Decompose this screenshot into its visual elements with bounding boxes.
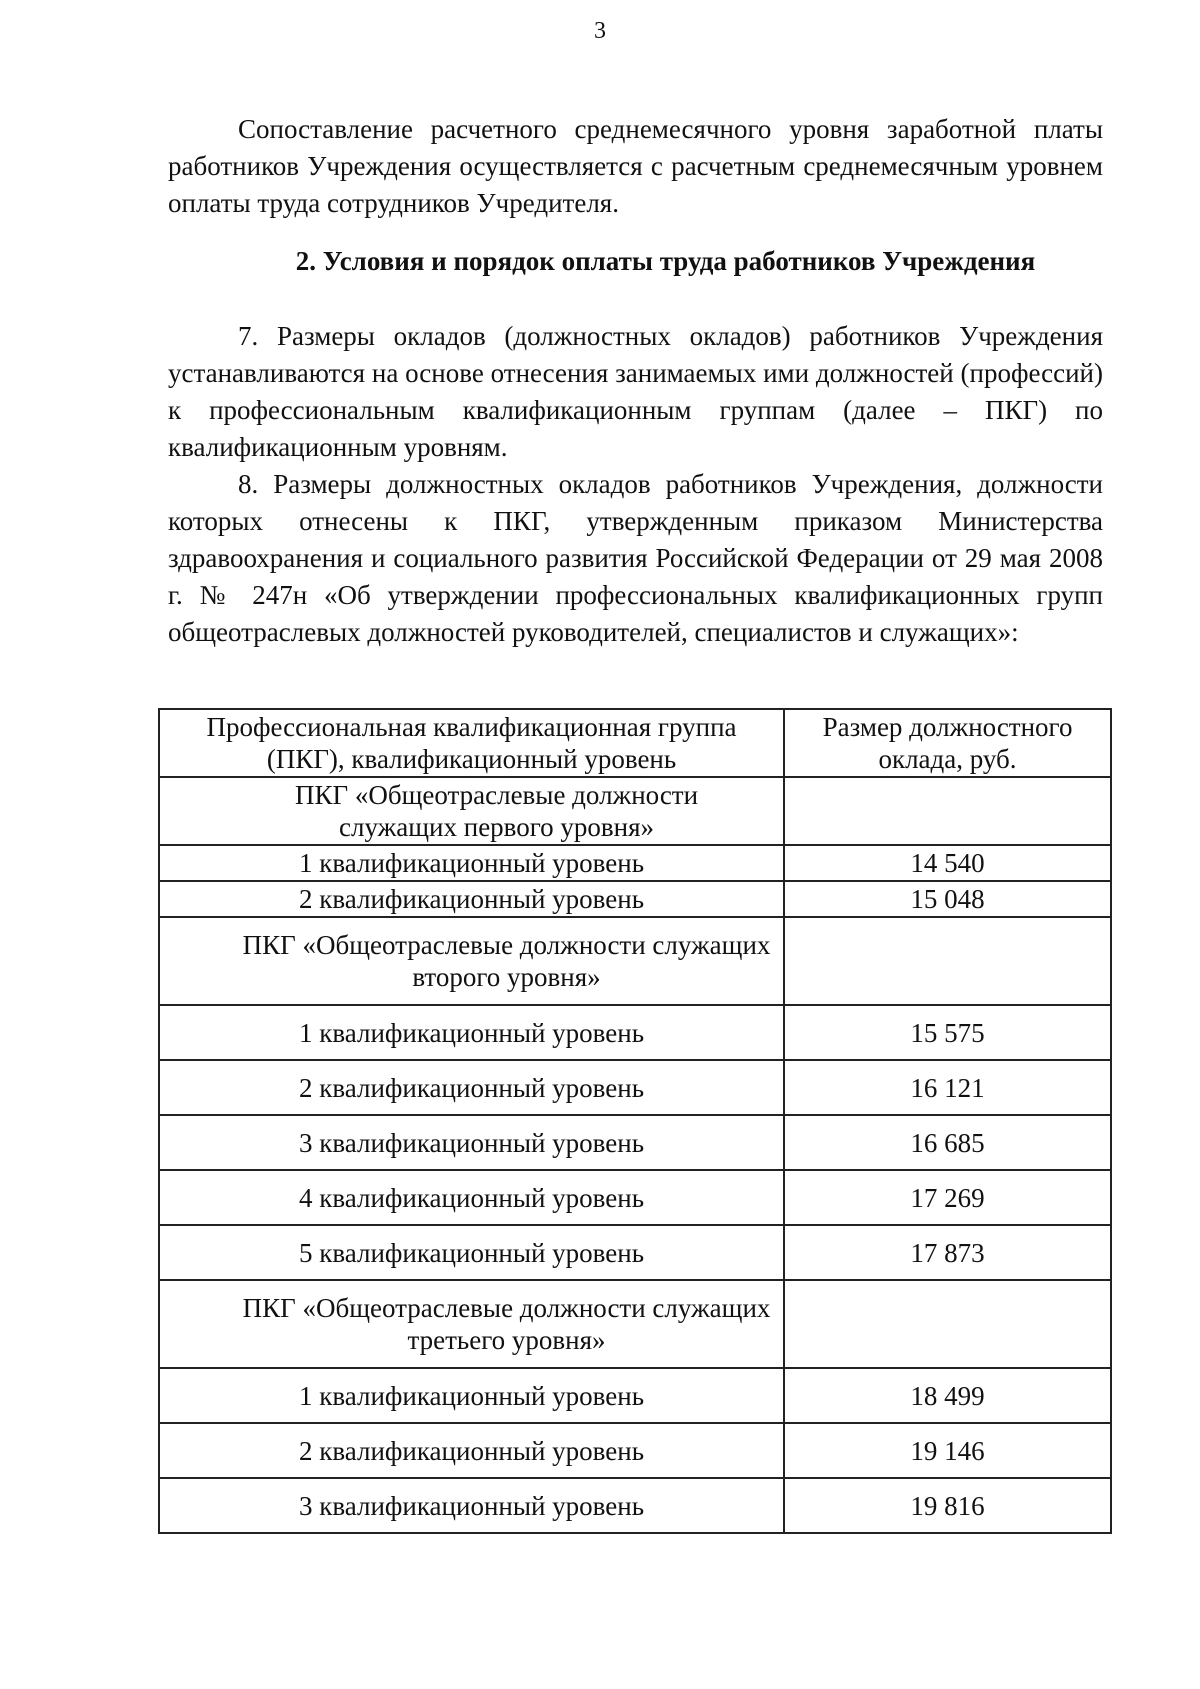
table-group-row: [159, 777, 1111, 845]
salary-value: 16 685: [784, 1115, 1111, 1170]
salary-value: 15 048: [784, 881, 1111, 917]
table-group-row: [159, 917, 1111, 1005]
document-body-main: [168, 318, 1103, 651]
table-row: [159, 881, 1111, 917]
paragraph-7: 7. Размеры окладов (должностных окладов) работников Учреждения устанавливаются на основе отнесения занимаемых ими должностей (профессий) к профессиональным квалификационным группам (далее – ПКГ) по квалификационным уровням.: [168, 321, 1103, 462]
document-body-intro: [168, 111, 1103, 222]
table-row: [159, 1170, 1111, 1225]
group-title: ПКГ «Общеотраслевые должности служащих второго уровня»: [159, 917, 784, 1005]
level-label: 3 квалификационный уровень: [159, 1115, 784, 1170]
level-label: 2 квалификационный уровень: [159, 1060, 784, 1115]
section-heading: 2. Условия и порядок оплаты труда работников Учреждения: [295, 246, 1036, 276]
level-label: 1 квалификационный уровень: [159, 1005, 784, 1060]
level-label: 2 квалификационный уровень: [159, 881, 784, 917]
table-row: [159, 1115, 1111, 1170]
group-value-empty: [784, 917, 1111, 1005]
table-header-row: [159, 709, 1111, 777]
table-row: [159, 1060, 1111, 1115]
salary-table: [158, 708, 1112, 1534]
level-label: 5 квалификационный уровень: [159, 1225, 784, 1280]
level-label: 3 квалификационный уровень: [159, 1478, 784, 1533]
table-row: [159, 1225, 1111, 1280]
salary-value: 17 873: [784, 1225, 1111, 1280]
table-row: [159, 845, 1111, 881]
salary-value: 17 269: [784, 1170, 1111, 1225]
level-label: 2 квалификационный уровень: [159, 1423, 784, 1478]
salary-value: 14 540: [784, 845, 1111, 881]
table-row: [159, 1423, 1111, 1478]
group-value-empty: [784, 1280, 1111, 1368]
group-title: ПКГ «Общеотраслевые должности служащих первого уровня»: [159, 777, 784, 845]
table-row: [159, 1368, 1111, 1423]
salary-value: 16 121: [784, 1060, 1111, 1115]
table-group-row: [159, 1280, 1111, 1368]
table-header-salary: Размер должностного оклада, руб.: [784, 709, 1111, 777]
paragraph-8: 8. Размеры должностных окладов работников Учреждения, должности которых отнесены к ПКГ, утвержденным приказом Министерства здравоохранения и социального развития Российской Федерации от 29 мая 2008 г. № 247н «Об утверждении профессиональных квалификационных групп общеотраслевых должностей руководителей, специалистов и служащих»:: [168, 469, 1103, 647]
page-number: 3: [594, 18, 606, 44]
group-title: ПКГ «Общеотраслевые должности служащих третьего уровня»: [159, 1280, 784, 1368]
level-label: 1 квалификационный уровень: [159, 1368, 784, 1423]
salary-value: 15 575: [784, 1005, 1111, 1060]
salary-value: 18 499: [784, 1368, 1111, 1423]
table-row: [159, 1478, 1111, 1533]
salary-value: 19 816: [784, 1478, 1111, 1533]
level-label: 1 квалификационный уровень: [159, 845, 784, 881]
level-label: 4 квалификационный уровень: [159, 1170, 784, 1225]
intro-paragraph: Сопоставление расчетного среднемесячного уровня заработной платы работников Учреждения осуществляется с расчетным среднемесячным уровнем оплаты труда сотрудников Учредителя.: [168, 114, 1103, 218]
group-value-empty: [784, 777, 1111, 845]
table-header-group: Профессиональная квалификационная группа (ПКГ), квалификационный уровень: [159, 709, 784, 777]
salary-value: 19 146: [784, 1423, 1111, 1478]
table-row: [159, 1005, 1111, 1060]
